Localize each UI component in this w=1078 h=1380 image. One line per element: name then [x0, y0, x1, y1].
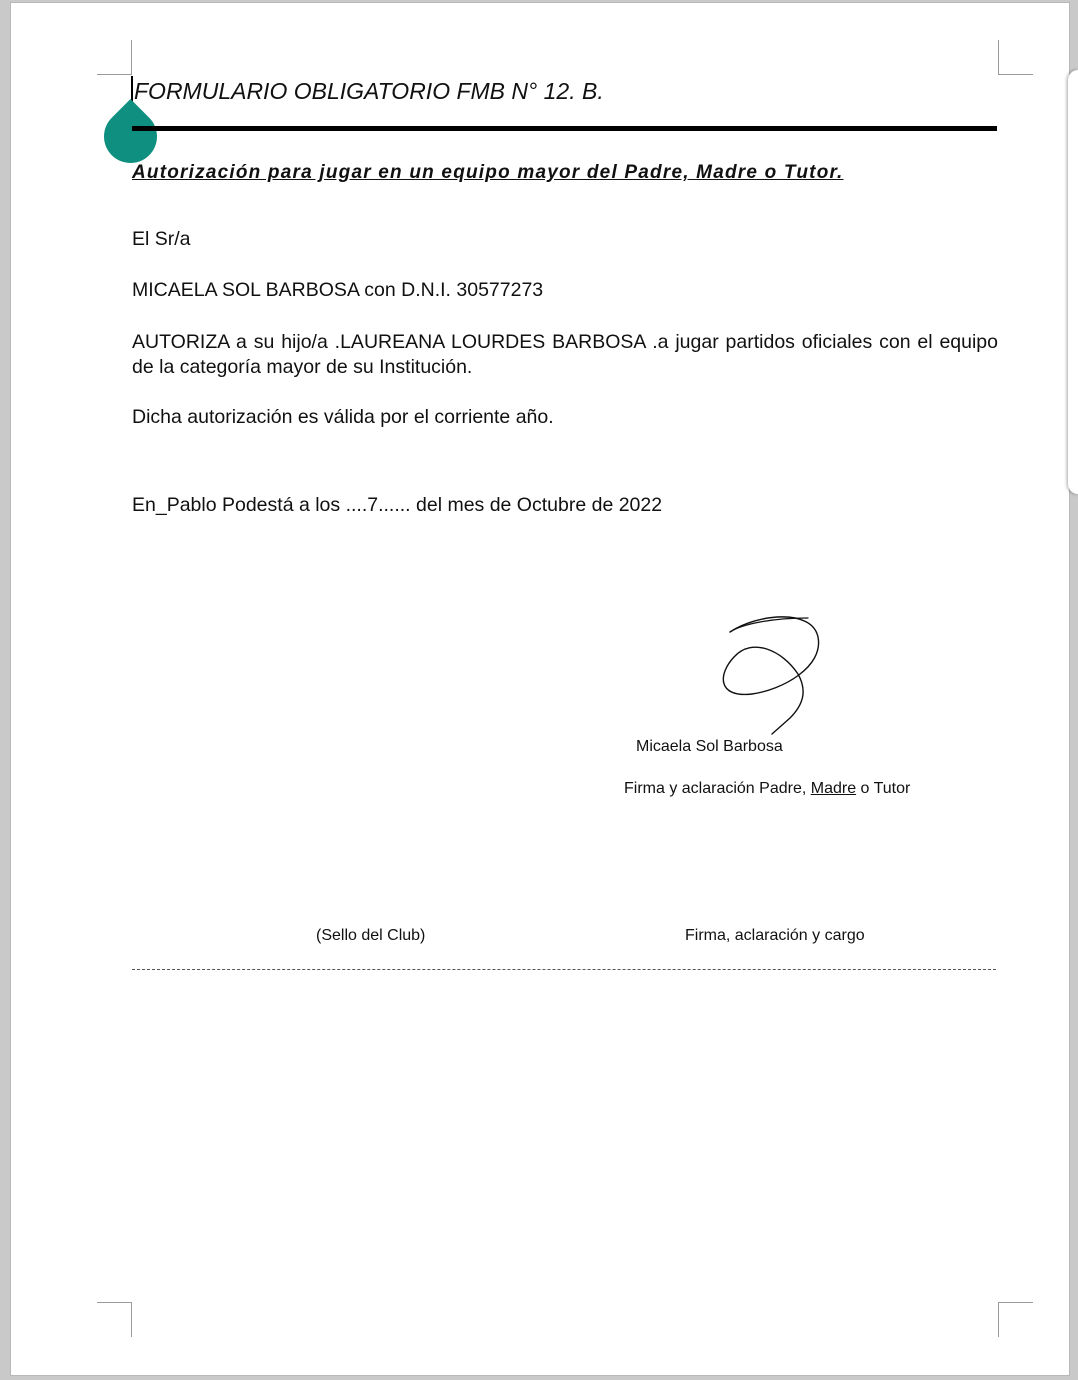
form-title: FORMULARIO OBLIGATORIO FMB N° 12. B.	[134, 78, 604, 104]
club-signature-label: Firma, aclaración y cargo	[685, 927, 865, 944]
margin-corner-bottom-left	[97, 1302, 132, 1337]
margin-corner-top-right	[998, 40, 1033, 75]
signature-caption-end: o Tutor	[856, 780, 911, 797]
margin-corner-top-left	[97, 40, 132, 75]
margin-corner-bottom-right	[998, 1302, 1033, 1337]
dashed-divider	[132, 969, 996, 970]
place-date-line: En_Pablo Podestá a los ....7...... del mes de Octubre de 2022	[132, 494, 663, 516]
authorization-paragraph: AUTORIZA a su hijo/a .LAUREANA LOURDES BARBOSA .a jugar partidos oficiales con el equipo de la categoría mayor de su Institución.	[132, 331, 998, 378]
signature-caption	[624, 780, 910, 798]
signer-name: Micaela Sol Barbosa	[636, 738, 783, 755]
validity-line: Dicha autorización es válida por el corriente año.	[132, 406, 554, 428]
title-divider	[132, 126, 997, 131]
handwritten-signature	[712, 612, 827, 740]
document-page[interactable]	[10, 2, 1070, 1376]
signature-caption-start: Firma y aclaración Padre,	[624, 780, 811, 797]
club-stamp-label: (Sello del Club)	[316, 927, 426, 944]
scroll-handle[interactable]	[1068, 70, 1078, 494]
guardian-name-line: MICAELA SOL BARBOSA con D.N.I. 30577273	[132, 279, 544, 301]
form-subtitle: Autorización para jugar en un equipo mayor del Padre, Madre o Tutor.	[132, 162, 844, 183]
salutation-line: El Sr/a	[132, 228, 191, 250]
signature-caption-underlined: Madre	[810, 780, 857, 797]
